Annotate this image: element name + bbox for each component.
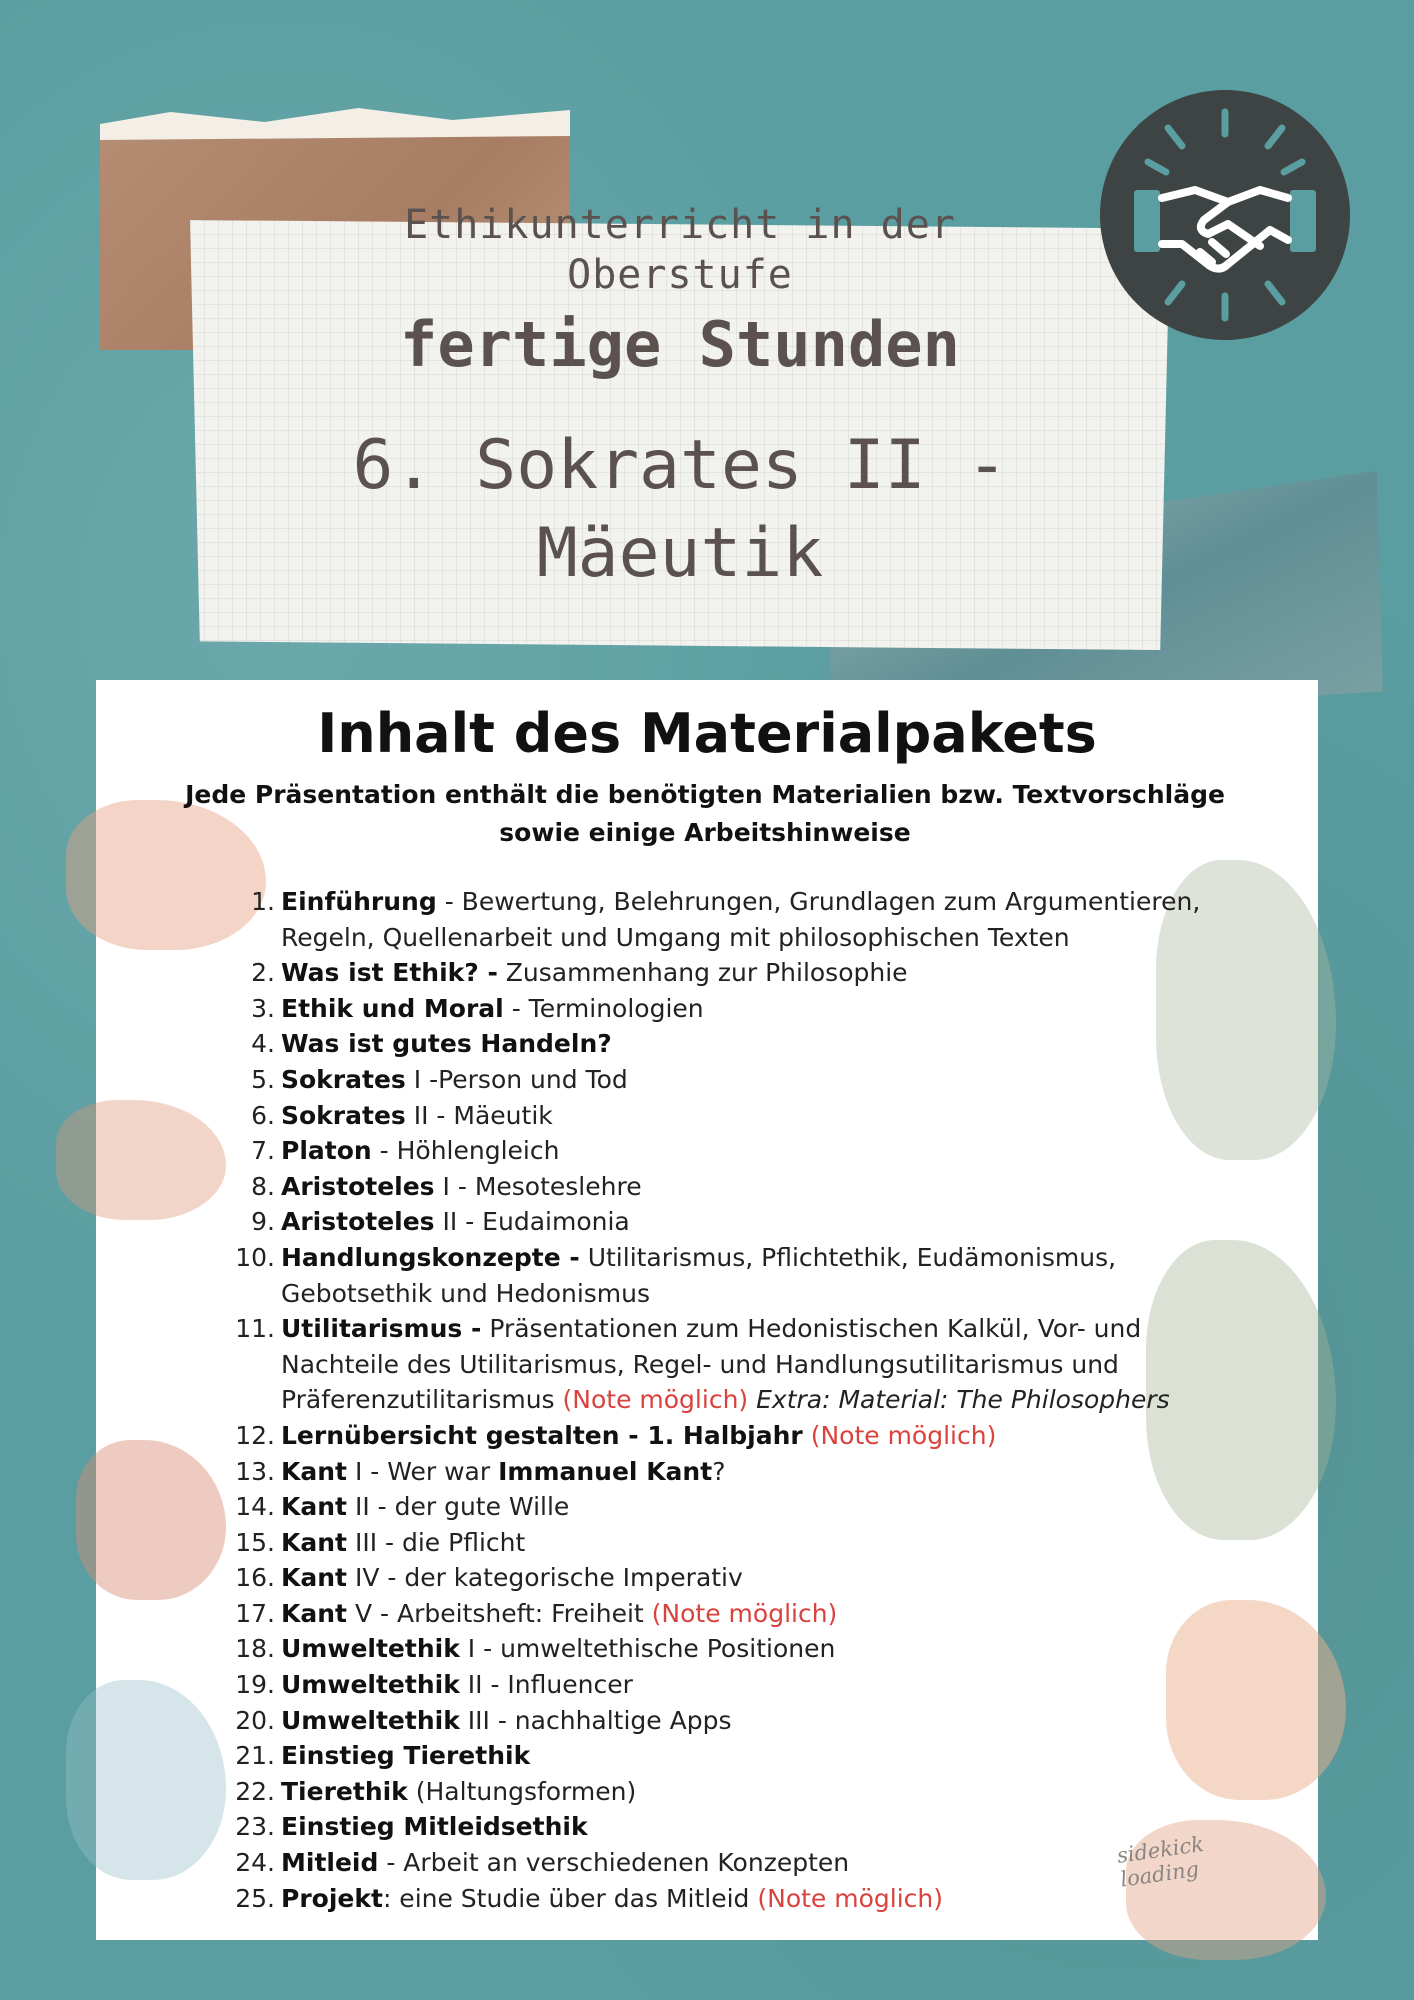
list-item [220, 1667, 1220, 1703]
list-item-description: Zusammenhang zur Philosophie [497, 958, 908, 988]
list-item-line [281, 1026, 1220, 1062]
watercolor-wash [56, 1100, 226, 1220]
list-item [220, 1631, 1220, 1667]
list-item-text [281, 1881, 1220, 1917]
watercolor-wash [76, 1440, 226, 1600]
list-item-description: - Höhlengleich [371, 1136, 560, 1166]
list-item-description: - Terminologien [503, 993, 704, 1023]
list-item [220, 1311, 1220, 1418]
list-item [220, 1845, 1220, 1881]
list-item-description: - Bewertung, Belehrungen, Grundlagen zum Argumentieren, [436, 887, 1201, 916]
list-item [220, 1774, 1220, 1810]
list-item-topic: Utilitarismus - [281, 1314, 482, 1344]
list-item-topic: Kant [281, 1527, 347, 1557]
list-item-topic: Immanuel Kant [498, 1456, 713, 1486]
list-item-number: 19. [235, 1670, 275, 1700]
list-item-description: III - nachhaltige Apps [459, 1705, 732, 1735]
grade-note: (Note möglich) [562, 1385, 749, 1415]
list-item [220, 884, 1220, 955]
list-item-line [281, 1311, 1220, 1347]
list-item-topic: Kant [281, 1492, 347, 1522]
list-item-text [281, 1240, 1220, 1311]
signature-watermark: sidekick loading [1115, 1831, 1206, 1892]
list-item-number: 9. [251, 1207, 275, 1237]
list-item-number: 18. [235, 1634, 275, 1664]
list-item-number: 4. [251, 1029, 275, 1059]
list-item-description: ? [712, 1456, 726, 1486]
list-item [220, 1418, 1220, 1454]
list-item-topic: Einstieg Mitleidsethik [281, 1812, 588, 1842]
list-item-topic: Kant [281, 1456, 347, 1486]
list-item [220, 1169, 1220, 1205]
list-item-line [281, 1098, 1220, 1134]
list-item-topic: Aristoteles [281, 1171, 435, 1201]
list-item-topic: Mitleid [281, 1848, 379, 1878]
list-item-number: 1. [251, 887, 275, 916]
list-item [220, 1204, 1220, 1240]
list-item [220, 1026, 1220, 1062]
list-item-number: 14. [235, 1492, 275, 1522]
list-item-text [281, 1631, 1220, 1667]
list-item-text [281, 1667, 1220, 1703]
list-item-topic: Platon [281, 1136, 372, 1166]
list-item-line [281, 1347, 1220, 1383]
content-subtitle-line-1: Jede Präsentation enthält die benötigten Materialien bzw. Textvorschläge [185, 780, 1225, 809]
list-item-topic: Einführung [281, 887, 437, 916]
list-item [220, 1703, 1220, 1739]
list-item-description: Regeln, Quellenarbeit und Umgang mit philosophischen Texten [281, 922, 1070, 952]
list-item-line [281, 1845, 1220, 1881]
list-item-line [281, 1596, 1220, 1632]
watercolor-wash [66, 1680, 226, 1880]
list-item [220, 1489, 1220, 1525]
list-item-line [281, 1774, 1220, 1810]
list-item-line [281, 991, 1220, 1027]
list-item-text [281, 1525, 1220, 1561]
list-item-line [281, 1133, 1220, 1169]
list-item-topic: Umweltethik [281, 1670, 460, 1700]
list-item-description: II - Influencer [459, 1670, 633, 1700]
list-item-line [281, 1667, 1220, 1703]
list-item-text [281, 1418, 1220, 1454]
list-item-text [281, 1062, 1220, 1098]
list-item-number: 5. [251, 1064, 275, 1094]
list-item-topic: Handlungskonzepte - [281, 1242, 580, 1272]
list-item-number: 21. [235, 1741, 275, 1771]
list-item [220, 955, 1220, 991]
list-item-line [281, 1169, 1220, 1205]
list-item-description: - Arbeit an verschiedenen Konzepten [378, 1848, 850, 1878]
list-item-line [281, 1062, 1220, 1098]
list-item [220, 1454, 1220, 1490]
list-item-text [281, 991, 1220, 1027]
list-item [220, 1596, 1220, 1632]
list-item-number: 22. [235, 1776, 275, 1806]
list-item-number: 10. [235, 1242, 275, 1272]
list-item-text [281, 1845, 1220, 1881]
list-item-description: Präferenzutilitarismus [281, 1385, 563, 1415]
list-item-line [281, 1204, 1220, 1240]
list-item-line [281, 1738, 1220, 1774]
list-item-description [803, 1421, 811, 1450]
list-item-line [281, 955, 1220, 991]
list-item-line [281, 920, 1220, 956]
list-item-line [281, 1881, 1220, 1917]
list-item [220, 1738, 1220, 1774]
list-item-description: I - umweltethische Positionen [459, 1634, 836, 1664]
list-item-topic: Umweltethik [281, 1634, 460, 1664]
list-item-topic: Was ist Ethik? - [281, 958, 498, 988]
list-item-number: 2. [251, 958, 275, 988]
list-item-text [281, 1169, 1220, 1205]
list-item-text [281, 1596, 1220, 1632]
list-item-number: 24. [235, 1848, 275, 1878]
header-subtitle: fertige Stunden [400, 308, 960, 381]
list-item-number: 12. [235, 1420, 275, 1450]
list-item-text [281, 1774, 1220, 1810]
handshake-badge [1100, 90, 1350, 340]
list-item-topic: Aristoteles [281, 1207, 435, 1237]
list-item-description: V - Arbeitsheft: Freiheit [347, 1598, 652, 1628]
list-item-number: 8. [251, 1171, 275, 1201]
list-item-text [281, 1809, 1220, 1845]
list-item-number: 7. [251, 1136, 275, 1166]
list-item-description: IV - der kategorische Imperativ [347, 1563, 743, 1593]
list-item-description: (Haltungsformen) [407, 1776, 637, 1806]
list-item-text [281, 1311, 1220, 1418]
grade-note: (Note möglich) [757, 1883, 943, 1913]
list-item-description: Nachteile des Utilitarismus, Regel- und Handlungsutilitarismus und [281, 1349, 1119, 1379]
list-item-number: 11. [235, 1314, 275, 1344]
list-item-number: 6. [251, 1100, 275, 1130]
list-item-topic: Kant [281, 1598, 347, 1628]
lesson-list [220, 884, 1220, 1916]
lesson-title-line-1: 6. Sokrates II - [352, 426, 1008, 505]
list-item-description: II - Eudaimonia [434, 1207, 630, 1237]
list-item-line [281, 1382, 1220, 1418]
lesson-title-line-2: Mäeutik [536, 514, 824, 593]
list-item-topic: Umweltethik [281, 1705, 460, 1735]
list-item-text [281, 1098, 1220, 1134]
list-item-line [281, 1631, 1220, 1667]
list-item [220, 991, 1220, 1027]
handshake-icon [1100, 90, 1350, 340]
content-subtitle [130, 776, 1280, 852]
list-item-text [281, 1560, 1220, 1596]
list-item-description: Gebotsethik und Hedonismus [281, 1278, 651, 1308]
list-item [220, 1525, 1220, 1561]
list-item-text [281, 1133, 1220, 1169]
grade-note: (Note möglich) [810, 1420, 997, 1450]
list-item-line [281, 1489, 1220, 1525]
list-item-number: 20. [235, 1705, 275, 1735]
list-item [220, 1098, 1220, 1134]
list-item-description: I - Mesoteslehre [434, 1171, 642, 1201]
list-item-topic: Ethik und Moral [281, 993, 504, 1023]
list-item-number: 23. [235, 1812, 275, 1842]
list-item-line [281, 1454, 1220, 1490]
list-item-line [281, 884, 1220, 920]
list-item-topic: Lernübersicht gestalten - 1. Halbjahr [281, 1420, 803, 1450]
list-item-topic: Sokrates [281, 1100, 406, 1130]
list-item-text [281, 884, 1220, 955]
list-item-topic: Kant [281, 1563, 347, 1593]
list-item-description: II - Mäeutik [405, 1100, 553, 1130]
list-item-text [281, 1738, 1220, 1774]
list-item-number: 3. [251, 993, 275, 1023]
list-item-line [281, 1809, 1220, 1845]
list-item-text [281, 1454, 1220, 1490]
list-item-topic: Einstieg Tierethik [281, 1741, 531, 1771]
list-item-text [281, 1703, 1220, 1739]
list-item [220, 1809, 1220, 1845]
list-item [220, 1133, 1220, 1169]
list-item-text [281, 1026, 1220, 1062]
list-item-number: 17. [235, 1598, 275, 1628]
list-item-description: III - die Pflicht [347, 1527, 526, 1557]
list-item-number: 16. [235, 1563, 275, 1593]
list-item-description: Utilitarismus, Pflichtethik, Eudämonismus, [579, 1242, 1117, 1272]
list-item-description: I -Person und Tod [405, 1064, 628, 1094]
grade-note: (Note möglich) [651, 1598, 838, 1628]
list-item-line [281, 1525, 1220, 1561]
lesson-title [190, 422, 1170, 598]
list-item-topic: Projekt [281, 1883, 383, 1913]
list-item-text [281, 955, 1220, 991]
list-item-number: 25. [235, 1883, 275, 1913]
list-item-topic: Tierethik [281, 1776, 408, 1806]
list-item-description: I - Wer war [347, 1456, 499, 1486]
list-item-number: 13. [235, 1456, 275, 1486]
list-item-text [281, 1204, 1220, 1240]
list-item-line [281, 1240, 1220, 1276]
list-item-description: II - der gute Wille [347, 1492, 570, 1522]
list-item-description: Präsentationen zum Hedonistischen Kalkül, Vor- und [481, 1314, 1142, 1344]
list-item [220, 1240, 1220, 1311]
list-item-text [281, 1489, 1220, 1525]
extra-material-note: Extra: Material: The Philosophers [748, 1385, 1170, 1415]
list-item-topic: Was ist gutes Handeln? [281, 1029, 612, 1059]
list-item-line [281, 1276, 1220, 1312]
list-item [220, 1062, 1220, 1098]
header-line-1: Ethikunterricht in der [404, 202, 956, 248]
list-item [220, 1560, 1220, 1596]
header-line-2: Oberstufe [567, 252, 793, 298]
list-item [220, 1881, 1220, 1917]
content-title: Inhalt des Materialpakets [317, 702, 1097, 765]
list-item-line [281, 1560, 1220, 1596]
list-item-topic: Sokrates [281, 1064, 406, 1094]
list-item-description: : eine Studie über das Mitleid [382, 1883, 758, 1913]
list-item-line [281, 1703, 1220, 1739]
list-item-line [281, 1418, 1220, 1454]
header [190, 200, 1170, 598]
content-subtitle-line-2: sowie einige Arbeitshinweise [499, 818, 911, 847]
list-item-number: 15. [235, 1527, 275, 1557]
